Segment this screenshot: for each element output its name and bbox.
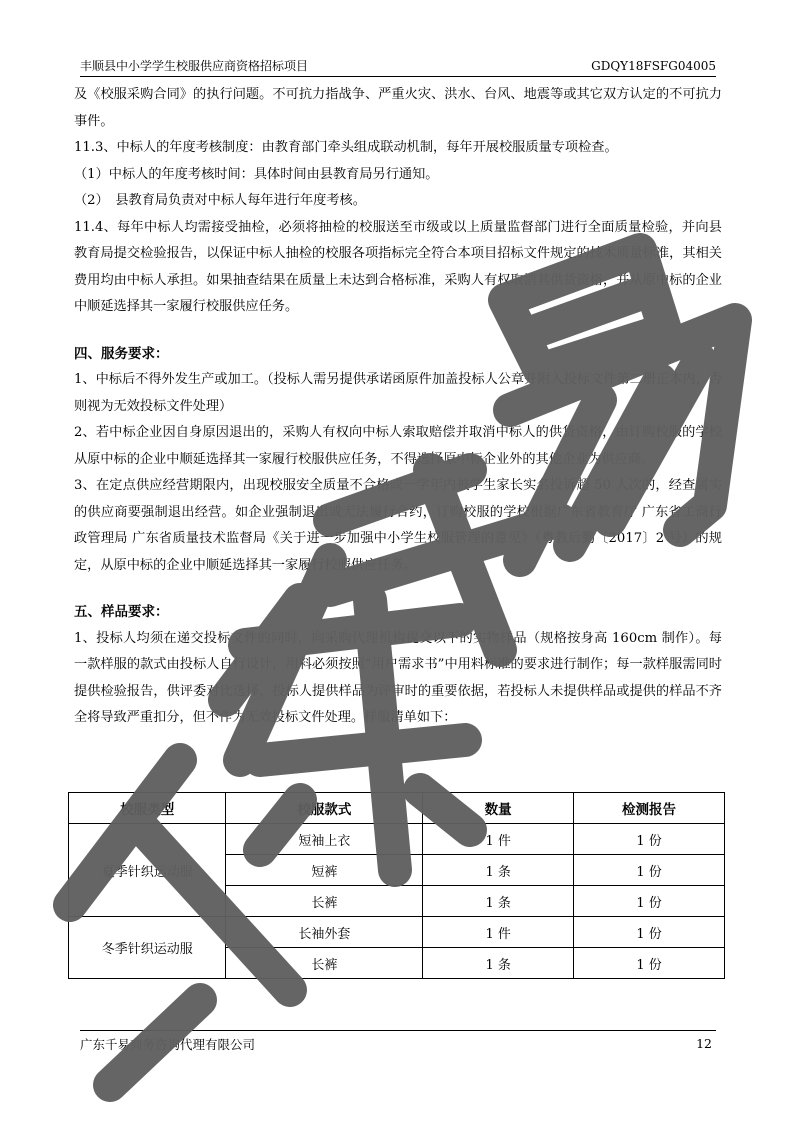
report-cell: 1 份 [574, 886, 725, 917]
service-item: 3、在定点供应经营期限内，出现校服安全质量不合格或一学年内被学生家长实名投诉超 50 人次的，经查属实的供应商要强制退出经营。如企业强制退出或无法履行合约，订购校服的学校根据广东省教育厅 广东省工商行政管理局 广东省质量技术监督局《关于进一步加强中小学生校服管理的意见》（粤教后勤〔2017〕2 号）的规定，从原中标的企业中顺延选择其一家履行校服供应任务。 [74, 478, 722, 573]
qty-cell: 1 件 [423, 824, 574, 855]
report-cell: 1 份 [574, 948, 725, 979]
header-uniform-style: 校服款式 [226, 793, 423, 824]
style-cell: 长裤 [226, 886, 423, 917]
paragraph: 及《校服采购合同》的执行问题。不可抗力指战争、严重火灾、洪水、台风、地震等或其它双方认定的不可抗力事件。 [74, 87, 722, 129]
document-body [74, 82, 722, 732]
section-heading-samples: 五、样品要求： [74, 604, 169, 620]
style-cell: 短裤 [226, 855, 423, 886]
qty-cell: 1 条 [423, 886, 574, 917]
page-footer [80, 1030, 716, 1053]
report-cell: 1 份 [574, 824, 725, 855]
qty-cell: 1 条 [423, 948, 574, 979]
samples-paragraph: 1、投标人均须在递交投标文件的同时，向采购代理机构提交以下的实物样品（规格按身高 160cm 制作）。每一款样服的款式由投标人自行设计，用料必须按照“用户需求书”中用料标准的要求进行制作；每一款样服需同时提供检验报告，供评委对比选择，投标人提供样品为评审时的重要依据，若投标人未提供样品或提供的样品不齐全将导致严重扣分，但不作为无效投标文件处理。样服清单如下： [74, 630, 722, 725]
header-uniform-type: 校服类型 [69, 793, 226, 824]
table-row [69, 917, 725, 948]
qty-cell: 1 条 [423, 855, 574, 886]
uniform-type-cell: 冬季针织运动服 [69, 917, 226, 979]
style-cell: 长裤 [226, 948, 423, 979]
style-cell: 长袖外套 [226, 917, 423, 948]
project-code: GDQY18FSFG04005 [591, 59, 716, 73]
header-test-report: 检测报告 [574, 793, 725, 824]
company-name: 广东千易商务咨询代理有限公司 [80, 1037, 256, 1052]
section-heading-service: 四、服务要求： [74, 345, 169, 362]
sample-uniform-table [68, 792, 725, 979]
table-row [69, 824, 725, 855]
service-item: 1、中标后不得外发生产或加工。（投标人需另提供承诺函原件加盖投标人公章并附入投标文件第二册正本内，否则视为无效投标文件处理） [74, 372, 722, 414]
service-item: 2、若中标企业因自身原因退出的，采购人有权向中标人索取赔偿并取消中标人的供货资格，由订购校服的学校从原中标的企业中顺延选择其一家履行校服供应任务，不得选择原中标企业外的其他企业为供应商。 [74, 425, 722, 467]
report-cell: 1 份 [574, 855, 725, 886]
project-title: 丰顺县中小学学生校服供应商资格招标项目 [80, 59, 309, 73]
paragraph: （2） 县教育局负责对中标人每年进行年度考核。 [74, 193, 366, 208]
style-cell: 短袖上衣 [226, 824, 423, 855]
paragraph: （1）中标人的年度考核时间：具体时间由县教育局另行通知。 [74, 166, 439, 182]
paragraph: 11.3、中标人的年度考核制度：由教育部门牵头组成联动机制，每年开展校服质量专项检查。 [74, 140, 618, 155]
qty-cell: 1 件 [423, 917, 574, 948]
header-quantity: 数量 [423, 793, 574, 824]
page-header [80, 56, 716, 77]
uniform-type-cell: 夏季针织运动服 [69, 824, 226, 917]
page-number: 12 [696, 1036, 712, 1051]
report-cell: 1 份 [574, 917, 725, 948]
paragraph: 11.4、每年中标人均需接受抽检，必须将抽检的校服送至市级或以上质量监督部门进行全面质量检验，并向县教育局提交检验报告，以保证中标人抽检的校服各项指标完全符合本项目招标文件规定的技术质量标准，其相关费用均由中标人承担。如果抽查结果在质量上未达到合格标准，采购人有权取消其供货资格，并从原中标的企业中顺延选择其一家履行校服供应任务。 [74, 219, 722, 314]
table-header-row [69, 793, 725, 824]
